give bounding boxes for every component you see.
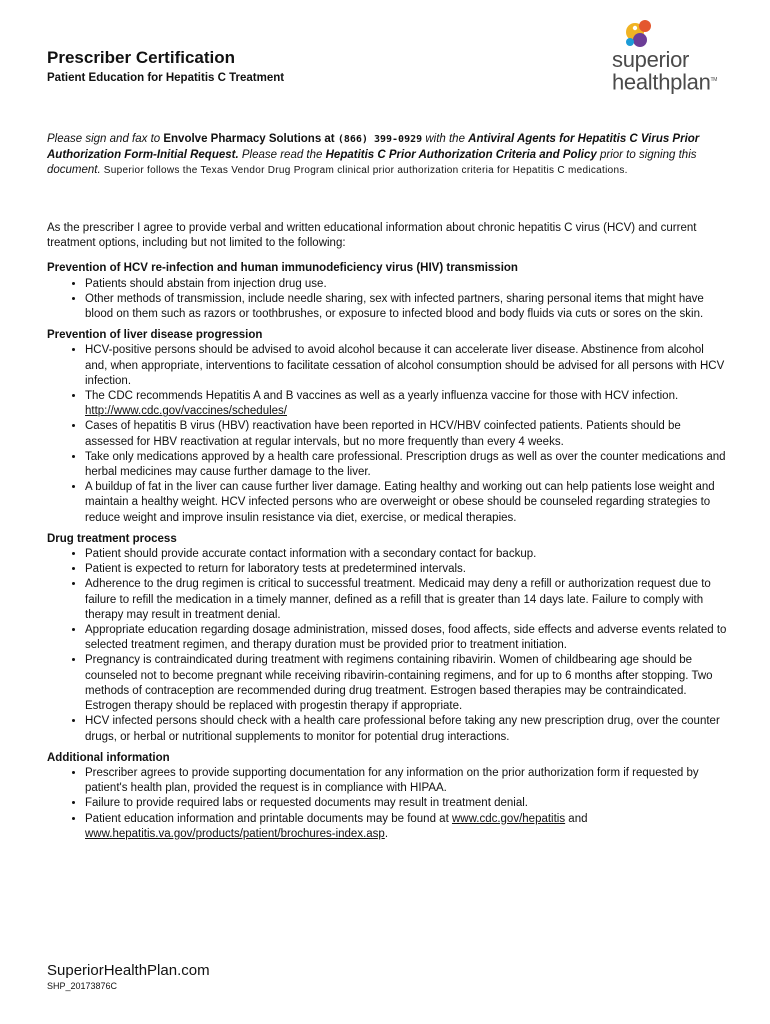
pharmacy-name: Envolve Pharmacy Solutions at [163, 133, 338, 145]
criteria-name: Hepatitis C Prior Authorization Criteria and Policy [325, 148, 597, 161]
intro-text-4: prior to signing this document. [47, 148, 697, 176]
list-additional [47, 766, 727, 842]
list-item: • Failure to provide required labs or requested documents may result in treatment denial. [85, 796, 727, 811]
logo-wordmark [612, 47, 718, 95]
cdc-vaccines-link[interactable]: http://www.cdc.gov/vaccines/schedules/ [85, 405, 287, 418]
list-item: • Patient education information and printable documents may be found at www.cdc.gov/hepatitis and www.hepatitis.va.gov/products/patient/brochures-index.asp. [85, 812, 727, 842]
intro-text-3: Please read the [238, 148, 326, 161]
section-heading-prevention-hcv: Prevention of HCV re-infection and human immunodeficiency virus (HIV) transmission [47, 262, 518, 275]
lead-paragraph: As the prescriber I agree to provide verbal and written educational information about chronic hepatitis C virus (HCV) and current treatment options, including but not limited to the following: [47, 222, 697, 250]
section-heading-drug-treatment: Drug treatment process [47, 532, 177, 545]
list-item: • Take only medications approved by a health care professional. Prescription drugs as well as over the counter medications and herbal medicines may cause further damage to the liver. [85, 450, 727, 480]
page-title: Prescriber Certification [47, 48, 236, 67]
logo-tm: TM [710, 77, 718, 83]
section-heading-liver: Prevention of liver disease progression [47, 329, 263, 342]
section-heading-additional: Additional information [47, 751, 170, 764]
list-item: • Appropriate education regarding dosage administration, missed doses, food affects, side effects and adverse events related to selected treatment regimen, and therapy duration must be provided prior to treatment initiation. [85, 623, 727, 653]
list-item: • Pregnancy is contraindicated during treatment with regimens containing ribavirin. Women of childbearing age should be counseled not to become pregnant while receiving ribavirin-containing regimens, and for up to 6 months after stopping. Two methods of contraception are recommended during drug treatment. Estrogen based therapies may be contraindicated. Estrogen therapy should be replaced with progestin therapy if appropriate. [85, 653, 727, 714]
logo-line1: superior [612, 47, 690, 72]
list-item: • Patients should abstain from injection drug use. [85, 277, 727, 292]
list-liver [47, 343, 727, 525]
list-item: • Other methods of transmission, include needle sharing, sex with infected partners, sharing personal items that might have blood on them such as razors or toothbrushes, or exposure to infected blood and body fluids via cuts or sores on the skin. [85, 292, 727, 322]
document-footer [47, 962, 210, 991]
footer-website: SuperiorHealthPlan.com [47, 962, 210, 979]
list-item: • Patient should provide accurate contact information with a secondary contact for backup. [85, 547, 727, 562]
list-item: • Patient is expected to return for laboratory tests at predetermined intervals. [85, 562, 727, 577]
list-item: • HCV-positive persons should be advised to avoid alcohol because it can accelerate liver disease. Abstinence from alcohol and, when appropriate, interventions to facilitate cessation of alcohol consumption should be advised for all persons with HCV infection. [85, 343, 727, 389]
intro-text-2: with the [422, 133, 469, 145]
va-brochures-link[interactable]: www.hepatitis.va.gov/products/patient/brochures-index.asp [85, 827, 385, 840]
list-item: • The CDC recommends Hepatitis A and B vaccines as well as a yearly influenza vaccine for those with HCV infection. http://www.cdc.gov/vaccines/schedules/ [85, 389, 727, 419]
list-item: • Cases of hepatitis B virus (HBV) reactivation have been reported in HCV/HBV coinfected patients. Patients should be assessed for HBV reactivation at regular intervals, but no more frequently than every 4 weeks. [85, 419, 727, 449]
intro-paragraph [47, 132, 727, 179]
list-item: • Adherence to the drug regimen is critical to successful treatment. Medicaid may deny a refill or authorization request due to failure to refill the medication in a timely manner, defined as a refill that is greater than 14 days late. Failure to comply with therapy may result in treatment denial. [85, 577, 727, 623]
certification-body [47, 221, 727, 848]
list-item: • A buildup of fat in the liver can cause further liver damage. Eating healthy and working out can help patients lose weight and maintain a healthy weight. HCV infected persons who are overweight or obese should be counseled regarding strategies to reduce weight and improve insulin resistance via diet, exercise, or medical therapies. [85, 480, 727, 526]
list-item: • HCV infected persons should check with a health care professional before taking any new prescription drug, over the counter drugs, or herbal or nutritional supplements to monitor for potential drug interactions. [85, 714, 727, 744]
intro-text-1: Please sign and fax to [47, 133, 164, 145]
page-subtitle: Patient Education for Hepatitis C Treatment [47, 72, 285, 84]
document-header [47, 48, 567, 84]
list-prevention-hcv [47, 277, 727, 323]
request-form-name: Antiviral Agents for Hepatitis C Virus Prior Authorization Form-Initial Request. [47, 133, 700, 161]
fax-number: (866) 399-0929 [337, 134, 423, 145]
list-item: • Prescriber agrees to provide supporting documentation for any information on the prior authorization form if requested by patient's health plan, provided the request is in compliance with HIPAA. [85, 766, 727, 796]
document-code: SHP_20173876C [47, 981, 118, 991]
logo-line2: healthplan™ [612, 69, 718, 95]
cdc-hepatitis-link[interactable]: www.cdc.gov/hepatitis [451, 812, 566, 825]
intro-text-5: Superior follows the Texas Vendor Drug Program clinical prior authorization criteria for Hepatitis C medications. [100, 165, 628, 176]
list-drug-treatment [47, 547, 727, 745]
